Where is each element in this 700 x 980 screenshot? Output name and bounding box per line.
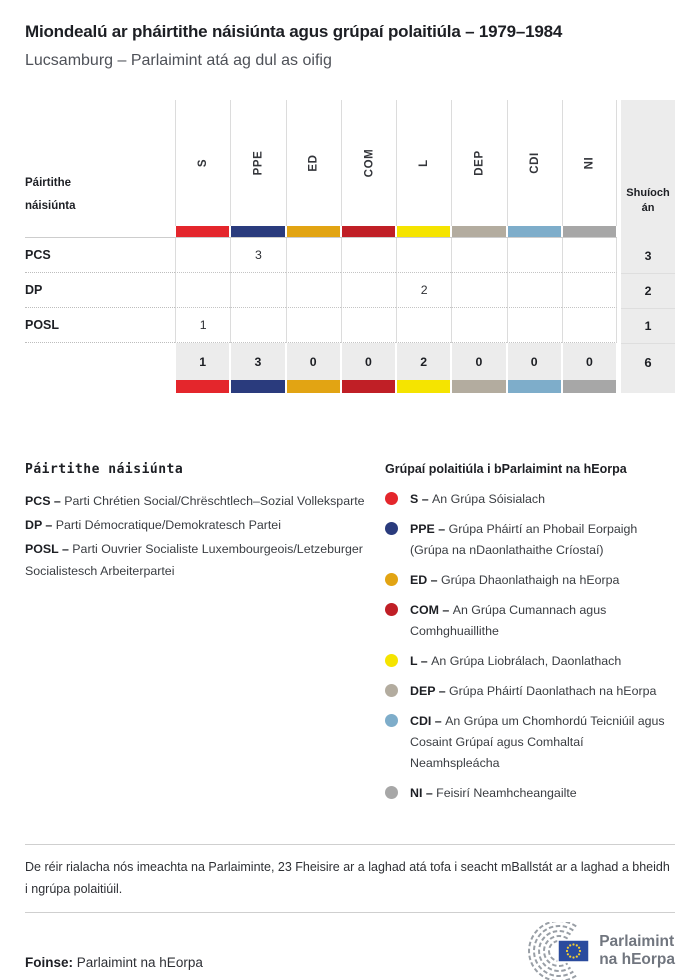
header-separator xyxy=(175,226,617,238)
column-header-l: L xyxy=(396,100,451,226)
column-header-cdi: CDI xyxy=(507,100,562,226)
column-header-ni: NI xyxy=(562,100,617,226)
total-cell-ni: 0 xyxy=(563,343,616,380)
legends xyxy=(25,462,675,813)
table-cell xyxy=(341,273,396,308)
table-cell xyxy=(175,273,230,308)
group-item-ni: NI – Feisirí Neamhcheangailte xyxy=(385,783,675,804)
hemicycle-flag-icon xyxy=(527,922,591,980)
seats-value-pcs: 3 xyxy=(644,248,652,263)
political-groups-legend xyxy=(385,462,675,813)
table-cell xyxy=(562,273,617,308)
table-cell xyxy=(230,308,285,343)
table-cell xyxy=(507,238,562,273)
source-row xyxy=(25,922,675,980)
row-label-pcs: PCS xyxy=(25,238,175,273)
group-item-s: S – An Grúpa Sóisialach xyxy=(385,489,675,510)
table-cell xyxy=(286,308,341,343)
total-cell-cdi: 0 xyxy=(508,343,561,380)
group-item-ppe: PPE – Grúpa Pháirtí an Phobail Eorpaigh (Grúpa na nDaonlathaithe Críostaí) xyxy=(385,519,675,561)
table-cell: 3 xyxy=(230,238,285,273)
seats-value-dp: 2 xyxy=(621,273,675,308)
group-band-ni xyxy=(563,380,616,393)
group-color-dot xyxy=(385,684,398,697)
european-parliament-logo xyxy=(527,922,675,980)
row-label-posl: POSL xyxy=(25,308,175,343)
group-item-l: L – An Grúpa Liobrálach, Daonlathach xyxy=(385,651,675,672)
group-color-dot xyxy=(385,714,398,727)
group-color-dot xyxy=(385,573,398,586)
table-cell xyxy=(562,308,617,343)
table-cell xyxy=(286,238,341,273)
logo-wordmark: Parlaimint na hEorpa xyxy=(599,933,675,968)
column-header-ed: ED xyxy=(286,100,341,226)
table-cell xyxy=(507,273,562,308)
political-groups-legend-title: Grúpaí polaitiúla i bParlaimint na hEorpa xyxy=(385,462,627,476)
column-header-s: S xyxy=(175,100,230,226)
group-band-cdi xyxy=(508,380,561,393)
group-color-dot xyxy=(385,603,398,616)
total-cell-com: 0 xyxy=(342,343,395,380)
group-item-dep: DEP – Grúpa Pháirtí Daonlathach na hEorpa xyxy=(385,681,675,702)
party-item-posl: POSL – Parti Ouvrier Socialiste Luxembourgeois/Letzeburger Socialistesch Arbeiterpartei xyxy=(25,542,363,578)
group-item-ed: ED – Grúpa Dhaonlathaigh na hEorpa xyxy=(385,570,675,591)
national-parties-legend xyxy=(25,462,385,813)
divider xyxy=(25,912,675,913)
group-item-com: COM – An Grúpa Cumannach agus Comhghuaillithe xyxy=(385,600,675,642)
table-cell xyxy=(286,273,341,308)
group-color-dot xyxy=(385,654,398,667)
group-band-com xyxy=(342,380,395,393)
party-item-pcs: PCS – Parti Chrétien Social/Chrëschtlech–Sozial Volleksparte xyxy=(25,494,365,508)
total-cell-ppe: 3 xyxy=(231,343,284,380)
grand-total: 6 xyxy=(621,343,675,380)
table-cell: 1 xyxy=(175,308,230,343)
table-cell xyxy=(562,238,617,273)
column-header-ppe: PPE xyxy=(230,100,285,226)
table-cell xyxy=(451,273,506,308)
group-band-ppe xyxy=(231,380,284,393)
divider xyxy=(25,844,675,845)
seats-header: Shuíochán xyxy=(626,187,670,214)
row-label-dp: DP xyxy=(25,273,175,308)
footnote: De réir rialacha nós imeachta na Parlaiminte, 23 Fheisire ar a laghad atá tofa i seacht mBallstát ar a laghad a bheidh i ngrúpa polaitiúil. xyxy=(25,860,670,896)
group-color-dot xyxy=(385,492,398,505)
table-cell xyxy=(451,238,506,273)
table-cell xyxy=(175,238,230,273)
total-cell-ed: 0 xyxy=(287,343,340,380)
group-color-dot xyxy=(385,522,398,535)
group-band-dep xyxy=(452,380,505,393)
column-header-dep: DEP xyxy=(451,100,506,226)
total-cell-dep: 0 xyxy=(452,343,505,380)
results-table xyxy=(25,100,675,393)
table-cell xyxy=(451,308,506,343)
table-cell xyxy=(341,308,396,343)
page-title: Miondealú ar pháirtithe náisiúnta agus grúpaí polaitiúla – 1979–1984 xyxy=(25,22,563,41)
table-cell xyxy=(396,238,451,273)
total-cell-s: 1 xyxy=(176,343,229,380)
total-cell-l: 2 xyxy=(397,343,450,380)
table-cell xyxy=(507,308,562,343)
source-text: Foinse: Parlaimint na hEorpa xyxy=(25,955,203,970)
group-color-dot xyxy=(385,786,398,799)
seats-value-posl: 1 xyxy=(621,308,675,343)
table-cell: 2 xyxy=(396,273,451,308)
party-item-dp: DP – Parti Démocratique/Demokratesch Partei xyxy=(25,518,281,532)
table-cell xyxy=(230,273,285,308)
national-parties-legend-title: Páirtithe náisiúnta xyxy=(25,462,184,477)
group-band-ed xyxy=(287,380,340,393)
header-separator xyxy=(25,226,175,238)
column-header-com: COM xyxy=(341,100,396,226)
table-cell xyxy=(341,238,396,273)
corner-label: Páirtithe náisiúnta xyxy=(25,177,76,212)
group-band-s xyxy=(176,380,229,393)
page-subtitle: Lucsamburg – Parlaimint atá ag dul as oifig xyxy=(25,52,332,69)
group-band-l xyxy=(397,380,450,393)
table-cell xyxy=(396,308,451,343)
group-item-cdi: CDI – An Grúpa um Chomhordú Teicniúil agus Cosaint Grúpaí agus Comhaltaí Neamhspleácha xyxy=(385,711,675,774)
